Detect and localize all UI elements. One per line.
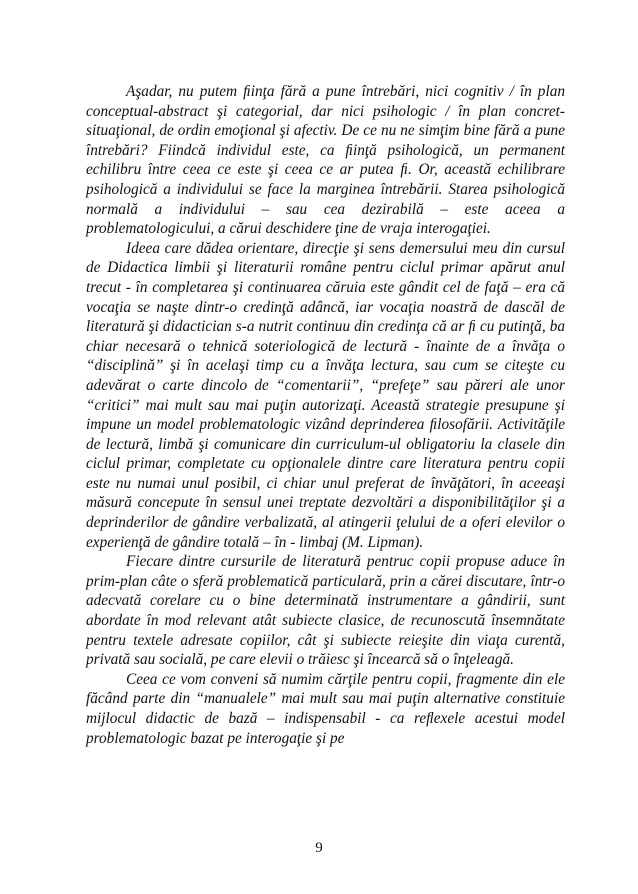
paragraph-4: Ceea ce vom conveni să numim cărţile pentru copii, fragmente din ele făcând parte din “manualele” mai mult sau mai puţin alternative constituie mijlocul didactic de bază – indispensabil - ca reﬂexele acestui model problematologic bazat pe interogaţie şi pe <box>86 670 565 747</box>
paragraph-2: Ideea care dădea orientare, direcţie şi sens demersului meu din cursul de Didactica limbii şi literaturii române pentru ciclul primar apărut anul trecut - în completarea şi continuarea căruia este gândit cel de faţă – era că vocaţia se naşte dintr-o credinţă adâncă, iar vocaţia noastră de dascăl de literatură şi didactician s-a nutrit continuu din credinţa că ar ﬁ cu putinţă, ba chiar necesară o tehnică soteriologică de lectură - înainte de a învăţa o “disciplină” şi în acelaşi timp cu a învăţa lectura, sau cum se citeşte cu adevărat o carte dincolo de “comentarii”, “prefeţe” sau păreri ale unor “critici” mai mult sau mai puţin autorizaţi. Această strategie presupune şi impune un model problematologic vizând deprinderea ﬁlosofării. Activităţile de lectură, limbă şi comunicare din curriculum-ul obligatoriu la clasele din ciclul primar, completate cu opţionalele dintre care literatura pentru copii este nu numai unul posibil, ci chiar unul preferat de învăţători, în aceeaşi măsură concepute în sensul unei treptate dezvoltări a disponibilităţilor şi a deprinderilor de gândire verbalizată, al atingerii ţelului de a oferi elevilor o experienţă de gândire totală – în - limbaj (M. Lipman). <box>86 239 565 551</box>
body-text <box>86 82 565 748</box>
paragraph-3: Fiecare dintre cursurile de literatură pentruc copii propuse aduce în prim-plan câte o sferă problematică particulară, prin a cărei discutare, într-o adecvată corelare cu o bine determinată instrumentare a gândirii, sunt abordate în mod relevant atât subiecte clasice, de recunoscută însemnătate pentru textele adresate copiilor, cât şi subiecte reieşite din viaţa curentă, privată sau socială, pe care elevii o trăiesc şi încearcă să o înţeleagă. <box>86 553 565 669</box>
paragraph-1: Aşadar, nu putem ﬁinţa fără a pune întrebări, nici cognitiv / în plan conceptual-abstract şi categorial, dar nici psihologic / în plan concret-situaţional, de ordin emoţional şi afectiv. De ce nu ne simţim bine fără a pune întrebări? Fiindcă individul este, ca ﬁinţă psihologică, un permanent echilibru între ceea ce este şi ceea ce ar putea ﬁ. Or, această echilibrare psihologică a individului se face la marginea întrebării. Starea psihologică normală a individului – sau cea dezirabilă – este aceea a problematologicului, a cărui deschidere ţine de vraja interogaţiei. <box>86 83 565 238</box>
page-number: 9 <box>315 840 323 856</box>
